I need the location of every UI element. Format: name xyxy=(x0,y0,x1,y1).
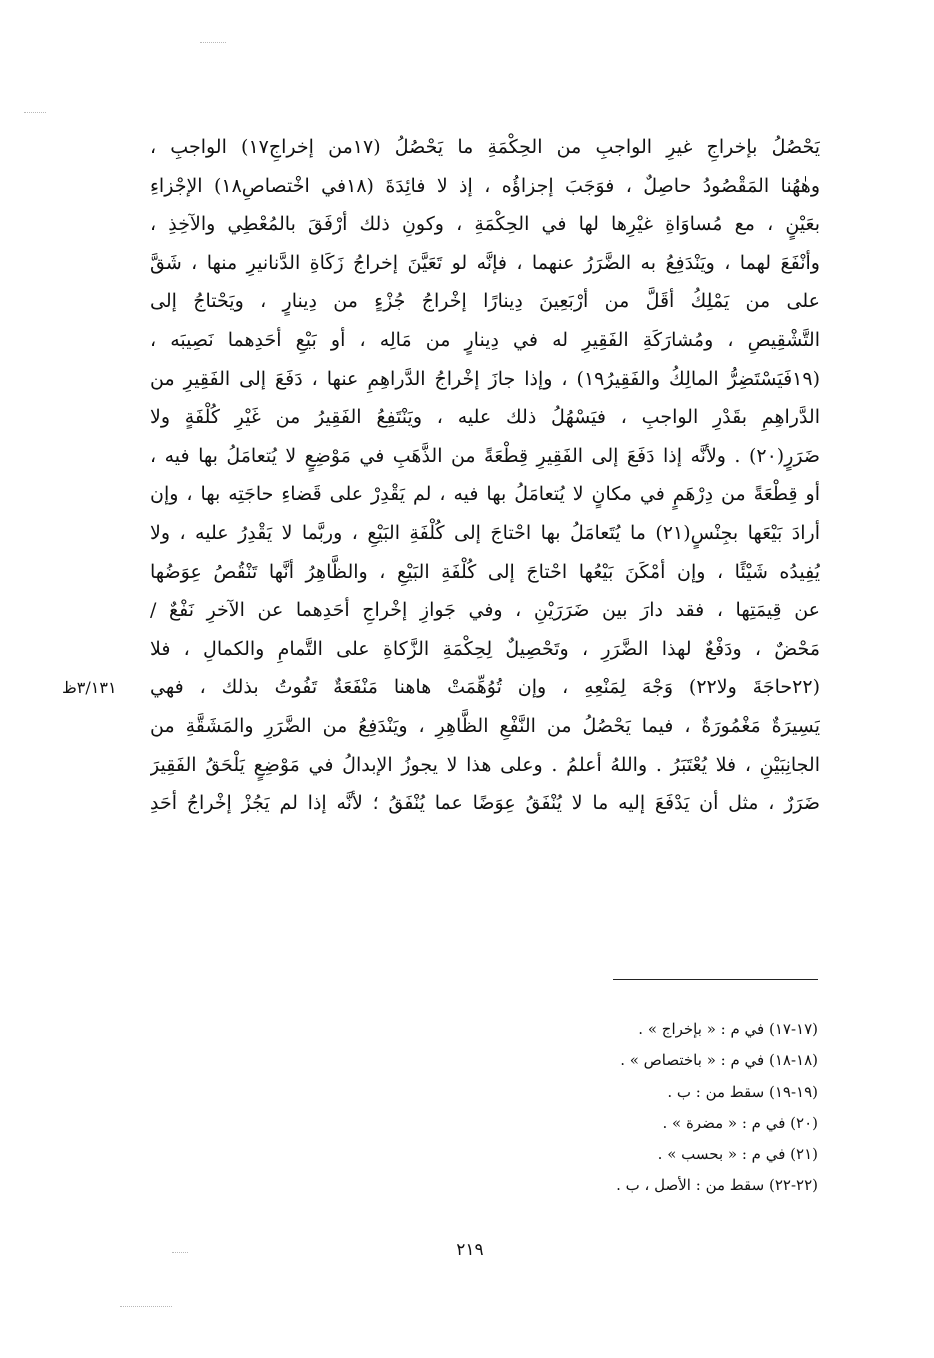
scan-speck xyxy=(172,1252,188,1253)
text-line: التَّشْقِيصِ ، ومُشارَكَةِ الفَقِيرِ له في دِينارٍ من مَالِه ، أو بَيْعِ أحَدِهما نَصِيبَه ، xyxy=(150,328,820,351)
footnotes xyxy=(420,1014,818,1202)
page-number: ٢١٩ xyxy=(456,1240,484,1260)
text-line: أو قِطْعَةً من دِرْهَمٍ في مكانٍ لا يُتعامَلُ بها فيه ، لم يَقْدِرْ على قَضاءِ حاجَتِه بها ، وإن xyxy=(150,483,820,506)
footnote: (٢٢-٢٢) سقط من : الأصل ، ب . xyxy=(616,1176,818,1195)
scan-speck xyxy=(24,112,46,113)
text-line: الدَّراهِمِ بقَدْرِ الواجبِ ، فيَسْهُلُ ذلك عليه ، ويَنْتَفِعُ الفَقِيرُ من غَيْرِ كُلْفَةٍ ولا xyxy=(150,406,820,429)
text-line: يَسِيرَةٌ مَغْمُورَةٌ ، فيما يَحْصُلُ من النَّفْعِ الظَّاهِرِ ، ويَنْدَفِعُ من الضَّرَرِ والمَشَقَّةِ من xyxy=(150,714,820,737)
footnote: (٢٠) في م : « مضرة » . xyxy=(662,1113,818,1132)
scan-speck xyxy=(200,42,226,43)
text-line: ضَرَرٌ ، مثل أن يَدْفَعَ إليه ما لا يُنْفَقُ عِوَضًا عما يُنْفَقُ ؛ لأنَّه إذا لم يَجُزْ إخْراجُ أحَدِ xyxy=(150,792,820,815)
main-text-body xyxy=(150,128,820,823)
text-line: يُفِيدُه شَيْئًا ، وإن أمْكَنَ بَيْعُها احْتاجَ إلى كُلْفَةِ البَيْعِ ، والظَّاهِرُ أنَّها تَنْقُصُ عِوَضُها xyxy=(150,560,820,583)
footnote: (٢١) في م : « بحسب » . xyxy=(657,1145,818,1164)
footnote-separator xyxy=(613,979,818,980)
text-line: أرادَ بَيْعَها بجِنْسٍ(٢١) ما يُتَعامَلُ بها احْتاجَ إلى كُلْفَةِ البَيْعِ ، وربَّما لا يَقْدِرُ عليه ، ولا xyxy=(150,521,820,544)
text-line: (٢٢حاجَةَ ولا٢٢) وَجْهَ لِمَنْعِهِ ، وإن تُوُهِّمَتْ هاهنا مَنْفَعَةٌ تَفُوتُ بذلك ، فهي xyxy=(150,676,820,699)
text-line: الجانِبَيْنِ ، فلا يُعْتَبَرُ . واللهُ أعلمُ . وعلى هذا لا يجوزُ الإبدالُ في مَوْضِعٍ يَلْحَقُ الفَقِيرَ xyxy=(150,753,820,776)
text-line: مَحْضٌ ، ودَفْعٌ لهذا الضَّرَرِ ، وتَحْصِيلٌ لِحِكْمَةِ الزَّكاةِ على التَّمامِ والكمالِ ، فلا xyxy=(150,637,820,660)
text-line: (١٩فَيَسْتَضِرُّ المالِكُ والفَقِيرُ١٩) ، وإذا جازَ إخْراجُ الدَّراهِمِ عنها ، دَفَعَ إلى الفَقِيرِ من xyxy=(150,367,820,390)
footnote: (١٨-١٨) في م : « باختصاص » . xyxy=(620,1051,818,1070)
text-line: عن قِيمَتِها ، فقد دارَ بين ضَرَرَيْنِ ، وفي جَوازِ إخْراجِ أحَدِهما عن الآخرِ نَفْعٌ / xyxy=(150,599,820,622)
footnote: (١٧-١٧) في م : « بإخراج » . xyxy=(638,1020,818,1038)
footnote: (١٩-١٩) سقط من : ب . xyxy=(667,1082,818,1101)
text-line: ضَرَرٍ(٢٠) . ولأنَّه إذا دَفَعَ إلى الفَقِيرِ قِطْعَةً من الذَّهَبِ في مَوْضِعٍ لا يُتعامَلُ بها فيه ، xyxy=(150,444,820,467)
text-line: بعَيْنٍ ، مع مُساوَاةِ غيْرِها لها في الحِكْمَةِ ، وكونِ ذلك أرْفَقَ بالمُعْطِي والآخِذِ ، xyxy=(150,213,820,236)
text-line: وأنْفَعَ لهما ، ويَنْدَفِعُ به الضَّرَرُ عنهما ، فإنَّه لو تَعَيَّنَ إخراجُ زَكَاةِ الدَّنانيرِ منها ، شَقَّ xyxy=(150,251,820,274)
margin-folio-reference: ٣/١٣١ظ xyxy=(62,678,117,697)
text-line: على من يَمْلِكُ أقَلَّ من أرْبَعِينَ دِينارًا إخْراجُ جُزْءٍ من دِينارٍ ، ويَحْتاجُ إلى xyxy=(150,290,820,313)
text-line: يَحْصُلُ بإخراجِ غيرِ الواجبِ من الحِكْمَةِ ما يَحْصُلُ (١٧من إخراجِ١٧) الواجبِ ، xyxy=(150,136,820,158)
text-line: وهٰهُنا المَقْصُودُ حاصِلٌ ، فوَجَبَ إجزاؤُه ، إذ لا فائِدَةَ (١٨في اخْتصاصِ١٨) الإجْزاءِ xyxy=(150,174,820,197)
scan-speck xyxy=(120,1306,172,1307)
